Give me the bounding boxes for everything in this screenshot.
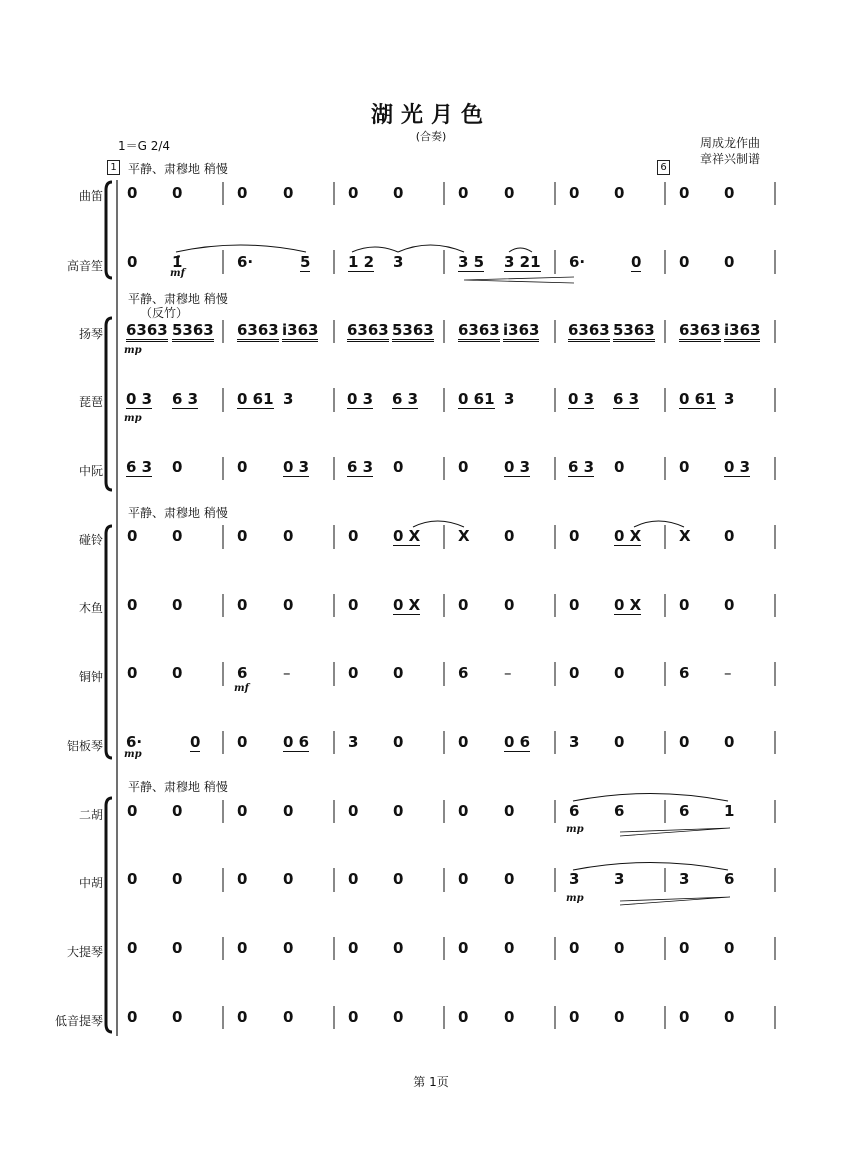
note: 6· xyxy=(126,733,143,751)
note: 0 xyxy=(724,1008,735,1026)
note: 0 xyxy=(504,870,515,888)
score-subtitle: (合奏) xyxy=(415,130,447,143)
note: 0 xyxy=(172,527,183,545)
note: 5363 xyxy=(172,321,214,342)
note: 1̇ xyxy=(172,253,183,271)
note: 0 xyxy=(458,458,469,476)
note: 0 xyxy=(724,939,735,957)
note: X xyxy=(679,527,691,545)
note: 5363 xyxy=(392,321,434,342)
instrument-label: 大提琴 xyxy=(66,945,103,959)
note: 6363 xyxy=(679,321,721,342)
note: 0 xyxy=(393,1008,404,1026)
note: 3 xyxy=(569,733,580,751)
dynamic-mark: mp xyxy=(124,413,142,424)
dynamic-mark: mp xyxy=(566,893,584,904)
instrument-label: 扬琴 xyxy=(78,327,103,341)
note: 0 3 xyxy=(568,390,595,408)
note: 0 xyxy=(348,664,359,682)
note: 0 xyxy=(348,184,359,202)
note: 0 xyxy=(393,458,404,476)
instrument-label: 二胡 xyxy=(78,808,103,822)
note: 0 xyxy=(348,802,359,820)
note: 0 3 xyxy=(724,458,751,476)
reed-note: （反竹） xyxy=(140,306,189,320)
note: 3 xyxy=(283,390,294,408)
note: 0 xyxy=(348,939,359,957)
note: 0 xyxy=(283,939,294,957)
note: 3 xyxy=(348,733,359,751)
instrument-label: 铝板琴 xyxy=(66,739,103,753)
instrument-label: 中胡 xyxy=(78,876,103,890)
note: 0 xyxy=(172,939,183,957)
note: 0 xyxy=(631,253,642,271)
note: 0 xyxy=(504,939,515,957)
note: 0 X xyxy=(393,596,421,614)
note: 3 xyxy=(614,870,625,888)
score-title: 湖光月色 xyxy=(370,102,491,128)
note: 6 xyxy=(458,664,469,682)
note: 0 xyxy=(283,1008,294,1026)
note: 0 3 xyxy=(504,458,531,476)
note: 0 xyxy=(237,184,248,202)
note: – xyxy=(724,664,732,682)
note: 1 2 xyxy=(348,253,375,271)
instrument-label: 中阮 xyxy=(78,464,103,478)
note: 0 xyxy=(348,1008,359,1026)
note: – xyxy=(283,664,291,682)
note: 6 3 xyxy=(392,390,419,408)
note: 6 3 xyxy=(126,458,153,476)
note: 0 xyxy=(569,664,580,682)
note: 5363 xyxy=(613,321,655,342)
note: 6· xyxy=(237,253,254,271)
page-number: 第 1页 xyxy=(413,1075,449,1089)
note: 3 xyxy=(393,253,404,271)
note: 0 xyxy=(127,1008,138,1026)
dynamic-mark: mp xyxy=(566,824,584,835)
note: 0 xyxy=(127,253,138,271)
note: 0 61 xyxy=(458,390,495,408)
note: 0 xyxy=(393,939,404,957)
note: 5 xyxy=(300,253,311,271)
note: 0 xyxy=(237,596,248,614)
note: 0 X xyxy=(393,527,421,545)
note: 3 5 xyxy=(458,253,485,271)
note: 0 xyxy=(458,939,469,957)
note: 0 xyxy=(614,939,625,957)
note: 0 xyxy=(569,184,580,202)
note: 6 3 xyxy=(172,390,199,408)
note: 1 xyxy=(724,802,735,820)
note: 0 xyxy=(724,596,735,614)
note: 0 xyxy=(283,527,294,545)
note: 0 xyxy=(127,939,138,957)
note: 0 xyxy=(190,733,201,751)
tempo-marking-plucked: 平静、肃穆地 稍慢 xyxy=(128,292,228,306)
note: 3 xyxy=(724,390,735,408)
note: 6 3 xyxy=(613,390,640,408)
note: 0 3 xyxy=(126,390,153,408)
note: 0 xyxy=(393,664,404,682)
note: 0 3 xyxy=(347,390,374,408)
note: 0 xyxy=(504,184,515,202)
note: 0 xyxy=(679,253,690,271)
note: 6 xyxy=(237,664,248,682)
note: 0 xyxy=(569,596,580,614)
note: 0 xyxy=(127,527,138,545)
note: 0 xyxy=(393,802,404,820)
instrument-label: 曲笛 xyxy=(78,189,103,203)
note: 0 xyxy=(504,802,515,820)
note: 3 xyxy=(569,870,580,888)
note: 0 xyxy=(504,1008,515,1026)
note: 0 6 xyxy=(504,733,531,751)
note: 0 61 xyxy=(679,390,716,408)
note: 0 xyxy=(237,458,248,476)
instrument-label: 铜钟 xyxy=(78,670,103,684)
note: 0 xyxy=(237,802,248,820)
note: i363 xyxy=(503,321,539,342)
note: 0 xyxy=(504,596,515,614)
note: 6 3 xyxy=(568,458,595,476)
note: 6 xyxy=(679,802,690,820)
note: 6 xyxy=(569,802,580,820)
note: 6363 xyxy=(458,321,500,342)
note: 0 xyxy=(237,939,248,957)
note: 0 xyxy=(393,870,404,888)
note: 0 xyxy=(458,802,469,820)
note: 0 xyxy=(679,184,690,202)
note: 0 xyxy=(348,527,359,545)
tempo-marking-strings: 平静、肃穆地 稍慢 xyxy=(128,780,228,794)
note: 0 xyxy=(283,596,294,614)
tempo-marking-winds: 平静、肃穆地 稍慢 xyxy=(128,162,228,176)
note: 0 xyxy=(614,184,625,202)
note: 0 xyxy=(458,870,469,888)
note: 0 xyxy=(237,527,248,545)
rehearsal-mark-6: 6 xyxy=(657,160,670,175)
note: 0 xyxy=(237,733,248,751)
note: 0 xyxy=(679,939,690,957)
composer: 周成龙作曲 xyxy=(700,136,761,150)
note: 0 xyxy=(283,870,294,888)
note: 0 xyxy=(458,184,469,202)
instrument-label: 碰铃 xyxy=(78,533,103,547)
instrument-label: 木鱼 xyxy=(78,601,103,615)
note: 6363 xyxy=(237,321,279,342)
note: 0 xyxy=(127,664,138,682)
note: 0 xyxy=(458,1008,469,1026)
note: 6· xyxy=(569,253,586,271)
note: 0 xyxy=(172,1008,183,1026)
note: 0 xyxy=(283,184,294,202)
note: 6363 xyxy=(347,321,389,342)
note: 0 xyxy=(504,527,515,545)
note: X xyxy=(458,527,470,545)
note: 0 3 xyxy=(283,458,310,476)
note: 0 xyxy=(127,802,138,820)
note: 0 xyxy=(614,733,625,751)
note: 6363 xyxy=(126,321,168,342)
note: 6363 xyxy=(568,321,610,342)
instrument-label: 高音笙 xyxy=(66,259,103,273)
note: 0 xyxy=(458,733,469,751)
note: 0 xyxy=(172,870,183,888)
rehearsal-mark-1: 1 xyxy=(107,160,120,175)
instrument-label: 低音提琴 xyxy=(54,1014,103,1028)
arranger: 章祥兴制谱 xyxy=(700,152,761,166)
note: 3 21 xyxy=(504,253,541,271)
note: 6 xyxy=(679,664,690,682)
note: 0 xyxy=(614,458,625,476)
note: i363 xyxy=(724,321,760,342)
note: 0 xyxy=(724,184,735,202)
note: 0 xyxy=(393,184,404,202)
note: 0 xyxy=(569,1008,580,1026)
note: 0 xyxy=(348,870,359,888)
note: 0 xyxy=(237,870,248,888)
note: 6 xyxy=(614,802,625,820)
dynamic-mark: mp xyxy=(124,345,142,356)
note: 0 xyxy=(172,802,183,820)
note: 0 xyxy=(458,596,469,614)
instrument-label: 琵琶 xyxy=(78,395,103,409)
note: 6 xyxy=(724,870,735,888)
note: 0 xyxy=(679,458,690,476)
note: 0 xyxy=(724,733,735,751)
note: 0 xyxy=(172,458,183,476)
note: 0 xyxy=(172,184,183,202)
note: 0 xyxy=(614,1008,625,1026)
note: 3 xyxy=(504,390,515,408)
note: 0 xyxy=(127,596,138,614)
note: 0 xyxy=(569,527,580,545)
note: – xyxy=(504,664,512,682)
note: 0 X xyxy=(614,596,642,614)
note: 0 xyxy=(569,939,580,957)
key-signature: 1＝G 2/4 xyxy=(118,139,171,153)
note: 0 xyxy=(393,733,404,751)
note: 6 3 xyxy=(347,458,374,476)
note: 0 xyxy=(679,733,690,751)
note: 0 xyxy=(348,596,359,614)
tempo-marking-percussion: 平静、肃穆地 稍慢 xyxy=(128,506,228,520)
note: 0 X xyxy=(614,527,642,545)
note: 0 61 xyxy=(237,390,274,408)
note: 0 xyxy=(127,870,138,888)
note: 0 xyxy=(237,1008,248,1026)
note: 0 xyxy=(127,184,138,202)
dynamic-mark: mf xyxy=(234,683,249,694)
note: 0 xyxy=(172,664,183,682)
note: 0 xyxy=(724,253,735,271)
note: i363 xyxy=(282,321,318,342)
note: 0 6 xyxy=(283,733,310,751)
note: 0 xyxy=(614,664,625,682)
note: 0 xyxy=(172,596,183,614)
note: 0 xyxy=(679,1008,690,1026)
note: 3 xyxy=(679,870,690,888)
note: 0 xyxy=(724,527,735,545)
dynamic-mark: mf xyxy=(170,268,185,279)
note: 0 xyxy=(679,596,690,614)
note: 0 xyxy=(283,802,294,820)
dynamic-mark: mp xyxy=(124,749,142,760)
